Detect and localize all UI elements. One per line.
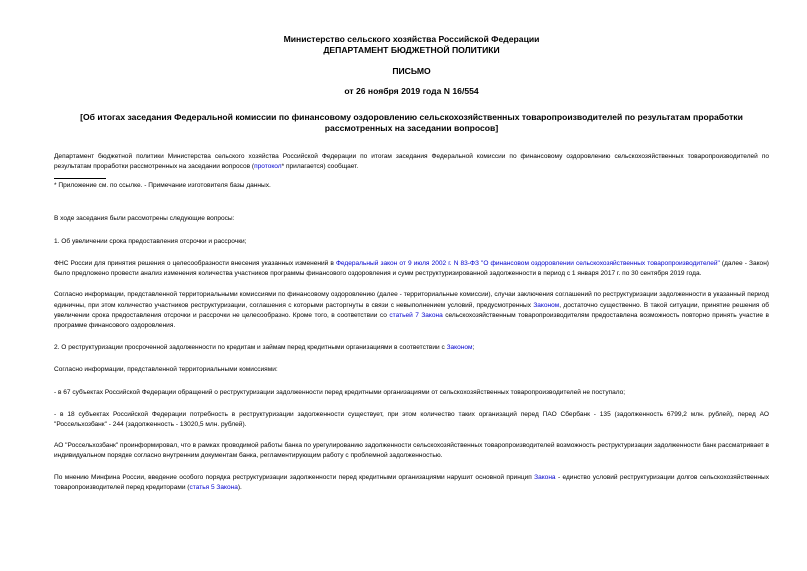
intro-text-end: * прилагается) сообщает. xyxy=(281,163,359,171)
minfin-text: По мнению Минфина России, введение особого порядка реструктуризации задолженности перед кредитными организациями нарушит основной принцип xyxy=(54,473,535,481)
paragraph-item-1: 1. Об увеличении срока предоставления отсрочки и рассрочки; xyxy=(54,237,247,245)
paragraph-item-2 xyxy=(54,343,769,353)
territorial-text-mid: , достаточно существенно. В такой ситуации, принятие решения об увеличении срока предоставления отсрочки и рассрочки не целесообразно. Кроме того, в соответствии со xyxy=(54,301,769,319)
fns-text: ФНС России для принятия решения о целесообразности внесения указанных изменений в xyxy=(54,260,336,268)
item-2-text-end: ; xyxy=(472,344,475,352)
fns-text-end: (далее - Закон) было предложено провести анализ изменения количества участников программы финансового оздоровления и сумм реструктуризированной задолженности в период с 1 января 2017 г. по 30 сентября 2019 года. xyxy=(54,260,769,278)
intro-text: Департамент бюджетной политики Министерства сельского хозяйства Российской Федерации по итогам заседания Федеральной комиссии по финансовому оздоровлению сельскохозяйственных товаропроизводителей по результатам проработки рассмотренных на заседании вопросов ( xyxy=(54,153,769,171)
department-name: ДЕПАРТАМЕНТ БЮДЖЕТНОЙ ПОЛИТИКИ xyxy=(323,45,500,55)
paragraph-rosselkhozbank: АО "Россельхозбанк" проинформировал, что в рамках проводимой работы банка по урегулированию задолженности сельскохозяйственных товаропроизводителей возможность реструктуризации задолженности банк рассматривает в индивидуальном порядке согласно внутренним документам банка, регламентирующим работу с проблемной задолженностью. xyxy=(54,442,769,460)
paragraph-67-subjects: - в 67 субъектах Российской Федерации обращений о реструктуризации задолженности перед кредитными организациями от сельскохозяйственных товаропроизводителей не поступало; xyxy=(54,388,626,396)
footnote-separator xyxy=(54,178,106,179)
article-7-link[interactable]: статьей 7 Закона xyxy=(389,311,443,319)
paragraph-commissions: Согласно информации, представленной территориальными комиссиями: xyxy=(54,366,278,374)
federal-law-link[interactable]: Федеральный закон от 9 июля 2002 г. N 83-ФЗ "О финансовом оздоровлении сельскохозяйственных товаропроизводителей" xyxy=(335,260,720,268)
ministry-name: Министерство сельского хозяйства Российской Федерации xyxy=(283,34,540,44)
law-link-2[interactable]: Законом xyxy=(446,344,473,352)
article-5-link[interactable]: статья 5 Закона xyxy=(189,483,238,491)
document-title: [Об итогах заседания Федеральной комиссии по финансовому оздоровлению сельскохозяйственных товаропроизводителей по результатам проработки рассмотренных на заседании вопросов] xyxy=(80,112,743,133)
paragraph-territorial xyxy=(54,290,769,331)
law-link-1[interactable]: Законом xyxy=(533,301,560,309)
document-page xyxy=(54,34,769,493)
law-link-3[interactable]: Закона xyxy=(534,473,556,481)
territorial-text: Согласно информации, представленной территориальными комиссиями по финансовому оздоровлению (далее - территориальные комиссии), случаи заключения соглашений по реструктуризации задолженности в указанный период единичны, при этом количество участников реструктуризации, соглашения с которыми расторгнуты в связи с невыполнением условий, предусмотренных xyxy=(54,291,769,309)
protocol-link[interactable]: протокол xyxy=(254,163,282,171)
intro-paragraph xyxy=(54,152,769,172)
territorial-text-end: сельскохозяйственным товаропроизводителям предоставлена возможность повторно принять участие в программе финансового оздоровления. xyxy=(54,311,769,330)
paragraph-18-subjects: - в 18 субъектах Российской Федерации потребность в реструктуризации задолженности существует, при этом количество таких организаций перед ПАО Сбербанк - 135 (задолженность 6799,2 млн. рублей), перед АО "Россельхозбанк" - 244 (задолженность - 13020,5 млн. рублей). xyxy=(54,410,769,429)
document-type: ПИСЬМО xyxy=(392,66,431,76)
minfin-text-end: ). xyxy=(237,483,242,491)
footnote: * Приложение см. по ссылке. - Примечание изготовителя базы данных. xyxy=(54,182,271,190)
document-date-number: от 26 ноября 2019 года N 16/554 xyxy=(344,86,479,96)
paragraph-fns xyxy=(54,259,769,279)
paragraph-minfin xyxy=(54,473,769,493)
paragraph-questions: В ходе заседания были рассмотрены следующие вопросы: xyxy=(54,214,235,222)
item-2-text: 2. О реструктуризации просроченной задолженности по кредитам и займам перед кредитными организациями в соответствии с xyxy=(54,344,447,352)
minfin-text-mid: - единство условий реструктуризации долгов сельскохозяйственных товаропроизводителей перед кредиторами ( xyxy=(54,473,769,491)
